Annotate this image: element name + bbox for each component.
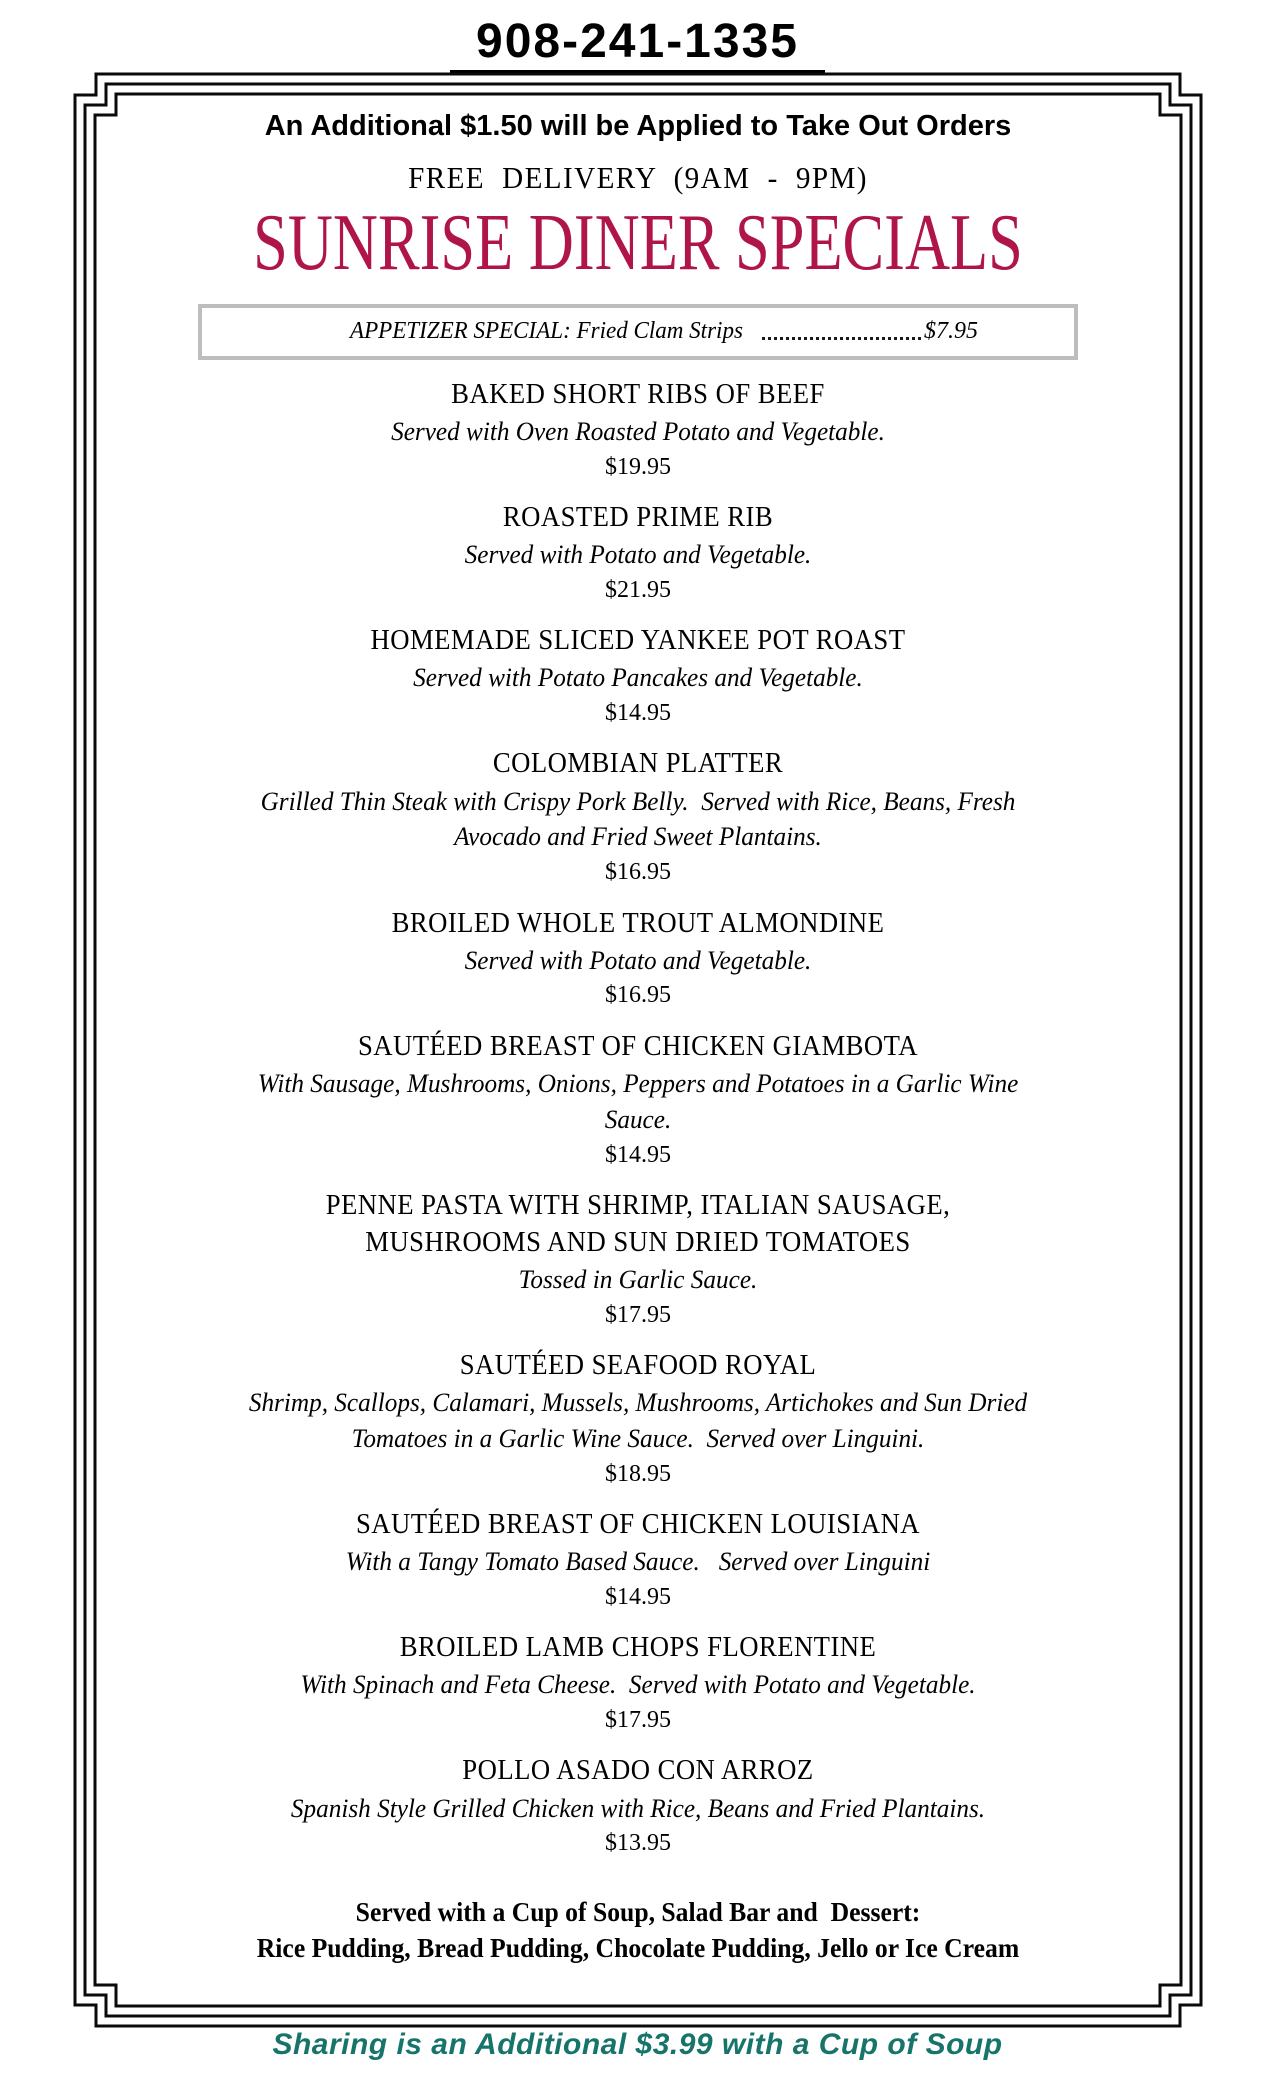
menu-item-price: $17.95 <box>605 1301 671 1328</box>
menu-item <box>95 905 1181 1012</box>
menu-item-price: $14.95 <box>605 1584 671 1611</box>
included-note-line1: Served with a Cup of Soup, Salad Bar and Dessert: <box>355 1896 921 1927</box>
menu-item <box>95 499 1181 606</box>
menu-item-description: With a Tangy Tomato Based Sauce. Served over Linguini <box>345 1547 931 1577</box>
menu-item-name: ROASTED PRIME RIB <box>502 501 774 534</box>
menu-item-name: COLOMBIAN PLATTER <box>492 747 784 780</box>
delivery-note: FREE DELIVERY (9AM - 9PM) <box>408 160 868 196</box>
menu-item-description: Served with Potato Pancakes and Vegetable. <box>413 663 863 693</box>
takeout-note: An Additional $1.50 will be Applied to Take Out Orders <box>264 110 1012 142</box>
menu-items <box>95 376 1181 1860</box>
menu-item-name: PENNE PASTA WITH SHRIMP, ITALIAN SAUSAGE, MUSHROOMS AND SUN DRIED TOMATOES <box>325 1188 951 1258</box>
menu-item-name: BROILED WHOLE TROUT ALMONDINE <box>391 906 885 939</box>
menu-item-price: $19.95 <box>605 453 671 480</box>
menu-item-price: $13.95 <box>605 1830 671 1857</box>
menu-item-price: $18.95 <box>605 1460 671 1487</box>
appetizer-special-box <box>198 304 1078 360</box>
appetizer-special-label: APPETIZER SPECIAL: Fried Clam Strips <box>350 318 743 345</box>
menu-item <box>95 376 1181 483</box>
included-note-line2: Rice Pudding, Bread Pudding, Chocolate Pudding, Jello or Ice Cream <box>256 1933 1020 1964</box>
menu-item <box>95 1506 1181 1613</box>
sharing-note: Sharing is an Additional $3.99 with a Cup of Soup <box>272 2028 1003 2061</box>
menu-content <box>95 94 1181 2006</box>
menu-item-price: $14.95 <box>605 700 671 727</box>
menu-item-name: POLLO ASADO CON ARROZ <box>462 1754 814 1787</box>
menu-item-price: $16.95 <box>605 859 671 886</box>
menu-item-description: Spanish Style Grilled Chicken with Rice, Beans and Fried Plantains. <box>290 1793 986 1823</box>
dotted-leader <box>762 337 921 340</box>
menu-item-description: Shrimp, Scallops, Calamari, Mussels, Mushrooms, Artichokes and Sun Dried Tomatoes in a Garlic Wine Sauce. Served over Linguini. <box>248 1388 1034 1453</box>
appetizer-special-row <box>202 317 1074 346</box>
menu-item-name: BROILED LAMB CHOPS FLORENTINE <box>399 1631 877 1664</box>
menu-item <box>95 1629 1181 1736</box>
appetizer-special-price: $7.95 <box>924 318 978 345</box>
menu-item-description: With Sausage, Mushrooms, Onions, Peppers and Potatoes in a Garlic Wine Sauce. <box>257 1068 1025 1134</box>
menu-item <box>95 1347 1181 1490</box>
menu-item <box>95 745 1181 888</box>
menu-item-name: BAKED SHORT RIBS OF BEEF <box>451 377 825 410</box>
menu-item <box>95 622 1181 729</box>
phone-number: 908-241-1335 <box>450 16 825 74</box>
menu-item-name: SAUTÉED BREAST OF CHICKEN LOUISIANA <box>355 1508 921 1541</box>
menu-item <box>95 1028 1181 1171</box>
menu-item-price: $14.95 <box>605 1141 671 1168</box>
menu-item-price: $16.95 <box>605 982 671 1009</box>
menu-title: SUNRISE DINER SPECIALS <box>253 198 1023 287</box>
menu-item-price: $17.95 <box>605 1707 671 1734</box>
menu-item <box>95 1187 1181 1331</box>
menu-item-name: SAUTÉED SEAFOOD ROYAL <box>459 1349 817 1381</box>
menu-item-name: HOMEMADE SLICED YANKEE POT ROAST <box>370 624 906 657</box>
menu-item <box>95 1752 1181 1859</box>
menu-item-description: Served with Oven Roasted Potato and Vegetable. <box>391 417 885 447</box>
menu-item-name: SAUTÉED BREAST OF CHICKEN GIAMBOTA <box>358 1029 918 1062</box>
menu-item-description: Grilled Thin Steak with Crispy Pork Belly. Served with Rice, Beans, Fresh Avocado and Fried Sweet Plantains. <box>260 786 1022 852</box>
included-note <box>95 1894 1181 1967</box>
menu-item-price: $21.95 <box>605 577 671 604</box>
menu-item-description: Tossed in Garlic Sauce. <box>518 1264 758 1294</box>
menu-item-description: With Spinach and Feta Cheese. Served with Potato and Vegetable. <box>300 1670 976 1700</box>
menu-item-description: Served with Potato and Vegetable. <box>464 945 812 975</box>
menu-item-description: Served with Potato and Vegetable. <box>464 540 812 570</box>
